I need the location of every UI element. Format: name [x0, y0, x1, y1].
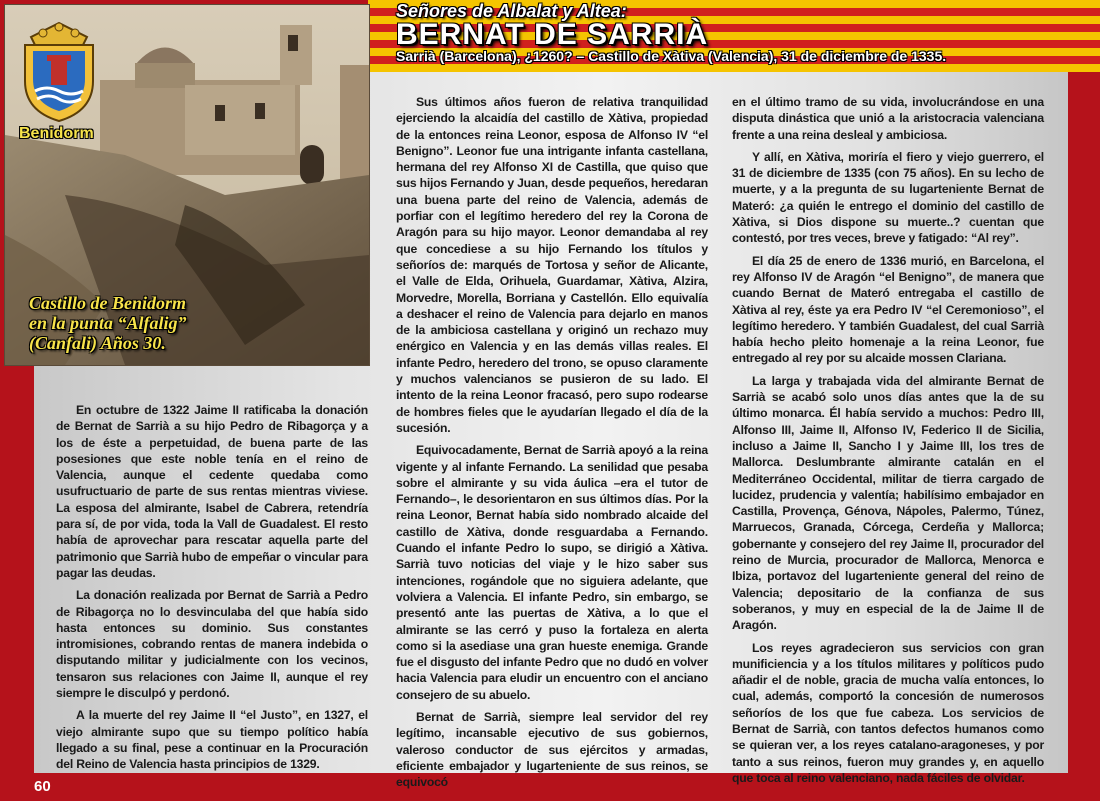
- paragraph: Bernat de Sarrià, siempre leal servidor del rey legítimo, incansable ejecutivo de sus gobiernos, valeroso conductor de sus ejércitos y armadas, eficiente embajador y lugarteniente de sus reinos, se equivocó: [396, 709, 708, 790]
- paragraph: Sus últimos años fueron de relativa tranquilidad ejerciendo la alcaidía del castillo de Xàtiva, propiedad de la entonces reina Leonor, esposa de Alfonso IV “el Benigno”. Leonor fue una intrigante infanta castellana, hermana del rey Alfonso XI de Castilla, que quiso que sus hijos Fernando y Juan, desde pequeños, heredaran una buena parte del reino de Valencia, además de porfiar con el legítimo heredero del rey la Corona de Aragón para su hijo mayor. Leonor demandaba al rey que concediese a su hijo Fernando los títulos y señoríos de: marqués de Tortosa y señor de Alicante, el Valle de Elda, Orihuela, Guardamar, Xàtiva, Alzira, Morvedre, Morella, Borriana y Castellón. Ello equivalía a deshacer el reino de Valencia para dejarlo en manos de la ambiciosa castellana y originó un rechazo muy enérgico en Valencia y en las demás villas reales. El infante Pedro, heredero del trono, se opuso claramente y muchos valencianos se pusieron de su lado. El intento de la reina Leonor fracasó, pero supo rodearse de hombres fieles que le ayudarían llegado el día de la sucesión.: [396, 95, 708, 435]
- text-column-2: [396, 94, 708, 796]
- text-column-1: [56, 402, 368, 779]
- text-column-3: [732, 94, 1044, 792]
- subtitle-dates: Sarrià (Barcelona), ¿1260? – Castillo de Xàtiva (Valencia), 31 de diciembre de 1335.: [396, 48, 947, 64]
- supertitle: Señores de Albalat y Altea:: [396, 1, 627, 21]
- page-number: 60: [34, 778, 51, 795]
- paragraph: A la muerte del rey Jaime II “el Justo”, en 1327, el viejo almirante supo que su tiempo político había llegado a su final, pese a continuar en la Procuración del Reino de Valencia hasta principios de 1329.: [56, 708, 368, 772]
- caption-line: (Canfali) Años 30.: [29, 333, 166, 353]
- paragraph: Los reyes agradecieron sus servicios con gran munificiencia y a los títulos militares y políticos pudo añadir el de noble, gracia de mucha valía entonces, lo cual, además, comportó la concesión de numerosos señoríos de los que fue cabeza. Los servicios de Bernat de Sarrià, con tantos defectos humanos como se quieran ver, a los reyes catalano-aragoneses, y por tanto a sus reinos, fueron muy grandes y, en aquello que toca al reino valenciano, nada fáciles de olvidar.: [732, 640, 1044, 785]
- paragraph: En octubre de 1322 Jaime II ratificaba la donación de Bernat de Sarrià a su hijo Pedro de Ribagorça y a los de éste a perpetuidad, de buena parte de las posesiones que este noble tenía en el reino de Valencia, aunque el cedente quedaba como usufructuario de parte de sus rentas mientras viviese. La esposa del almirante, Isabel de Cabrera, retendría para sí, de por vida, toda la Vall de Guadalest. El resto había de aprovechar para rescatar aquella parte del patrimonio que Sarrià hubo de empeñar o vincular para pagar las deudas.: [56, 403, 368, 580]
- place-label: Benidorm: [19, 125, 94, 142]
- paragraph: La donación realizada por Bernat de Sarrià a Pedro de Ribagorça no lo desvinculaba del que había sido hasta entonces su dominio. Sus constantes intromisiones, cobrando rentas de manera indebida o disputando militar y judicialmente con los vecinos, tensaron sus relaciones con Jaime II, aunque el rey siempre le disculpó y perdonó.: [56, 588, 368, 701]
- coat-of-arms-icon: [17, 15, 101, 125]
- paragraph: Y allí, en Xàtiva, moriría el fiero y viejo guerrero, el 31 de diciembre de 1335 (con 75 años). En su lecho de muerte, y a la pregunta de su lugarteniente Bernat de Materó: ¿a quién le entrego el dominio del castillo de Xàtiva, si Dios dispone su muerte..? cuentan que contestó, por tres veces, breve y fatigado: “Al rey”.: [732, 149, 1044, 246]
- caption-line: Castillo de Benidorm: [29, 293, 187, 313]
- paragraph: Equivocadamente, Bernat de Sarrià apoyó a la reina vigente y al infante Fernando. La senilidad que pesaba sobre el almirante y su vida áulica –era el tutor de Fernando–, le desorientaron en sus últimos días. Por la reina Leonor, Bernat había sido nombrado alcaide del castillo de Xàtiva, donde resguardaba a Fernando. Cuando el infante Pedro lo supo, se dirigió a Xàtiva. Sarrià tuvo noticias del viaje y le hizo saber sus intenciones, rogándole que no siguiera adelante, que volviera a Valencia. El infante Pedro, sin embargo, se presentó ante las puertas de Xàtiva, a lo que el almirante se las cerró y puso la fortaleza en alerta como si la asediase una gran hueste enemiga. Grande fue el disgusto del infante Pedro que no dudó en volver hacia Valencia para eludir un encuentro con el anciano consejero de su abuelo.: [396, 443, 708, 702]
- paragraph: El día 25 de enero de 1336 murió, en Barcelona, el rey Alfonso IV de Aragón “el Benigno”, de manera que cuando Bernat de Materó entregaba el castillo de Xàtiva al rey, éste ya era Pedro IV “el Ceremonioso”, el legítimo heredero. Y también Guadalest, del cual Sarrià había hecho pleito homenaje a la reina Leonor, fue entregado al rey por su alcaide mossen Clariana.: [732, 253, 1044, 366]
- caption-line: en la punta “Alfalig”: [29, 313, 187, 333]
- castle-photo: [4, 4, 370, 366]
- paragraph: La larga y trabajada vida del almirante Bernat de Sarrià se acabó solo unos días antes que la de su último monarca. Él había servido a muchos: Pedro III, Alfonso III, Jaime II, Alfonso IV, Federico II de Sicilia, incluso a Jaime II, Sancho I y Jaime III, los tres de Mallorca. Deslumbrante almirante catalán en el Mediterráneo Occidental, militar de tierra cargado de lucidez, prudencia y valentía; habilísimo embajador en Castilla, Provença, Génova, Nápoles, Palermo, Túnez, Marruecos, Granada, Córcega, Cerdeña y Mallorca; gobernante y consejero del rey Jaime II, procurador del reino de Murcia, procurador de Mallorca, Menorca e Ibiza, portavoz del lugarteniente general del reino de Valencia; depositario de la confianza de sus soberanos, y muy en especial de la de Jaime II de Aragón.: [732, 373, 1044, 633]
- paragraph: en el último tramo de su vida, involucrándose en una disputa dinástica que unió a la aristocracia valenciana frente a una reina desleal y ambiciosa.: [732, 95, 1044, 142]
- photo-caption: [29, 293, 229, 353]
- page-title: BERNAT DE SARRIÀ: [396, 18, 709, 51]
